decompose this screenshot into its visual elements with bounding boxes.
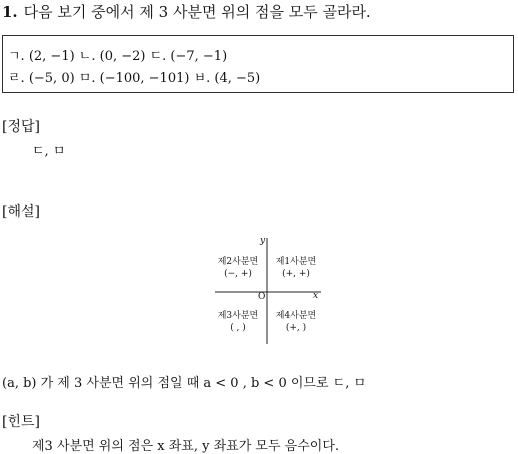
origin-label: O — [258, 292, 266, 302]
explanation-text: (a, b) 가 제 3 사분면 위의 점일 때 a < 0 , b < 0 이므로 ㄷ, ㅁ — [2, 376, 367, 391]
choices-row-1: ㄱ. (2, −1) ㄴ. (0, −2) ㄷ. (−7, −1) — [8, 49, 228, 64]
hint-heading: [힌트] — [2, 414, 40, 430]
y-axis-label: y — [260, 236, 266, 246]
question-text: 다음 보기 중에서 제 3 사분면 위의 점을 모두 골라라. — [23, 3, 371, 21]
quadrant-1-sign: (+, +) — [282, 269, 310, 279]
quadrant-3 — [213, 310, 263, 334]
quadrant-3-name: 제3사분면 — [217, 311, 259, 321]
quadrant-4 — [271, 310, 321, 334]
question-number: 1. — [2, 3, 18, 21]
quadrant-2-sign: (−, +) — [224, 269, 252, 279]
quadrant-2 — [213, 256, 263, 280]
quadrant-4-sign: (+, ) — [285, 323, 307, 333]
question — [2, 1, 371, 22]
explanation-heading: [해설] — [2, 204, 40, 220]
quadrant-1-name: 제1사분면 — [275, 257, 317, 267]
quadrant-4-name: 제4사분면 — [275, 311, 317, 321]
quadrant-1 — [271, 256, 321, 280]
quadrant-2-name: 제2사분면 — [217, 257, 259, 267]
quadrant-3-sign: ( , ) — [230, 323, 246, 333]
answer-heading: [정답] — [2, 119, 40, 135]
hint-text: 제3 사분면 위의 점은 x 좌표, y 좌표가 모두 음수이다. — [32, 439, 340, 454]
answer-value: ㄷ, ㅁ — [32, 144, 66, 159]
x-axis-label: x — [313, 291, 319, 301]
choices-row-2: ㄹ. (−5, 0) ㅁ. (−100, −101) ㅂ. (4, −5) — [8, 71, 261, 86]
